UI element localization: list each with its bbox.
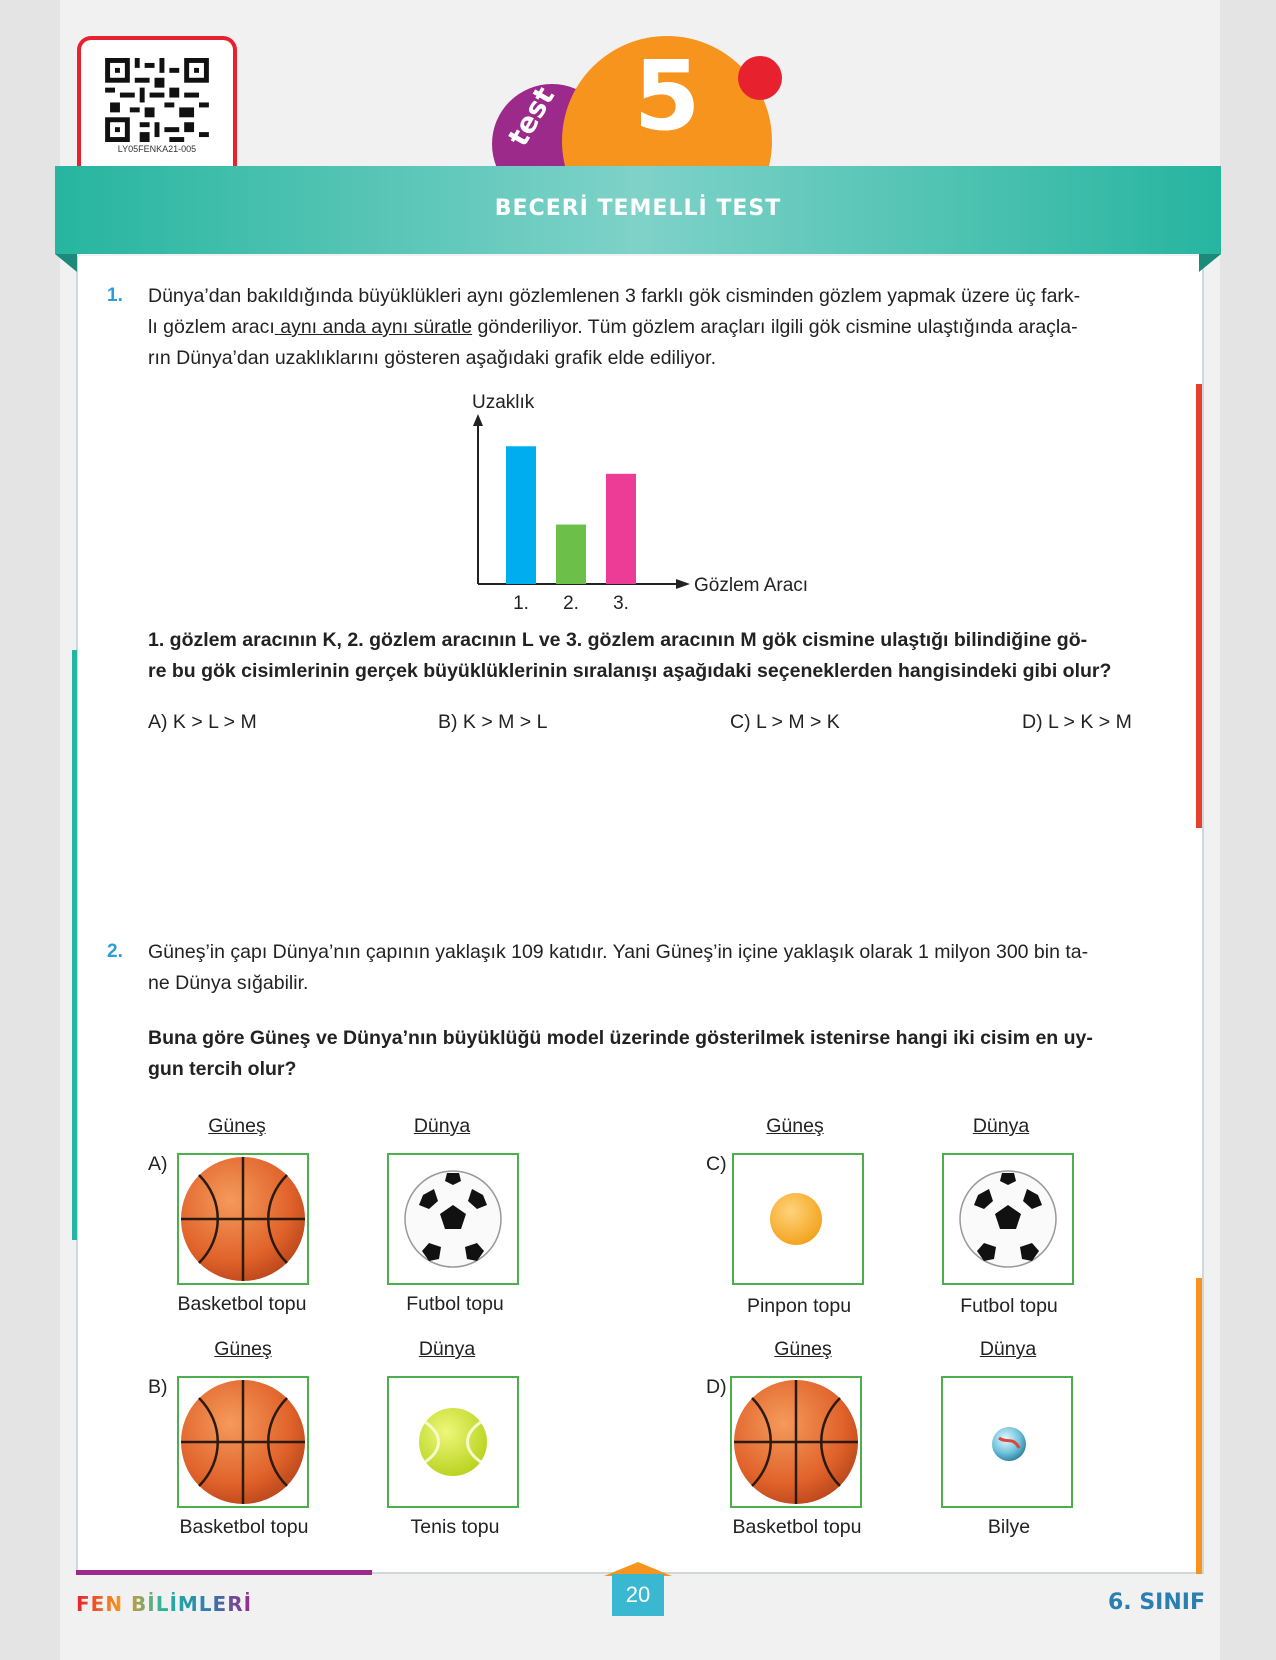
subject-name-text: FEN BİLİMLERİ: [76, 1592, 253, 1616]
bar-2: [556, 525, 586, 584]
option-a-sun-image-box: [177, 1153, 309, 1285]
banner-fold-left: [55, 254, 77, 272]
question-1-option-a[interactable]: A) K > L > M: [148, 711, 257, 733]
question-2-option-b-letter[interactable]: B): [148, 1376, 168, 1398]
option-d-earth-header: Dünya: [979, 1338, 1037, 1360]
side-accent-red: [1196, 384, 1202, 828]
qr-caption: LY05FENKA21-005: [117, 144, 197, 154]
option-c-earth-item: Futbol topu: [960, 1295, 1058, 1317]
question-1-line-2b: gönderiliyor. Tüm gözlem araçları ilgili gök cismine ulaştığında araçla-: [472, 316, 1078, 338]
option-c-earth-image-box: [942, 1153, 1074, 1285]
question-2-line-1: Güneş’in çapı Dünya’nın çapının yaklaşık 109 katıdır. Yani Güneş’in içine yaklaşık olarak 1 milyon 300 bin ta-: [148, 941, 1089, 963]
x-axis-arrow-icon: [676, 579, 690, 589]
x-tick-label-2: 2.: [563, 593, 579, 614]
question-1-line-2a: lı gözlem aracı: [148, 316, 275, 338]
option-d-sun-header: Güneş: [774, 1338, 832, 1360]
page-title: BECERİ TEMELLİ TEST: [494, 196, 782, 221]
question-2-option-d-letter[interactable]: D): [706, 1376, 727, 1398]
option-a-earth-header: Dünya: [413, 1115, 471, 1137]
question-1-prompt-line-1: 1. gözlem aracının K, 2. gözlem aracının L ve 3. gözlem aracının M gök cismine ulaştığı bilindiğine gö-: [148, 629, 1088, 651]
banner-fold-right: [1199, 254, 1221, 272]
question-1-option-b[interactable]: B) K > M > L: [438, 711, 548, 733]
marble-icon: [943, 1378, 1071, 1506]
bar-3: [606, 474, 636, 584]
question-2-option-a-letter[interactable]: A): [148, 1153, 168, 1175]
option-c-sun-image-box: [732, 1153, 864, 1285]
question-2-line-2: ne Dünya sığabilir.: [148, 972, 309, 994]
qr-code-frame: [77, 36, 237, 168]
question-2-option-c-letter[interactable]: C): [706, 1153, 727, 1175]
distance-bar-chart: [440, 390, 840, 618]
question-1-text: [148, 281, 1148, 374]
basketball-icon: [732, 1378, 860, 1506]
grade-label-text: 6. SINIF: [1108, 1590, 1205, 1615]
question-1-underlined: aynı anda aynı süratle: [274, 316, 473, 338]
football-icon: [389, 1155, 517, 1283]
tennis-ball-icon: [389, 1378, 517, 1506]
football-icon: [944, 1155, 1072, 1283]
bar-1: [506, 446, 536, 584]
option-a-earth-image-box: [387, 1153, 519, 1285]
option-c-earth-header: Dünya: [972, 1115, 1030, 1137]
question-1-line-1: Dünya’dan bakıldığında büyüklükleri aynı gözlemlenen 3 farklı gök cisminden gözlem yapmak üzere üç fark-: [148, 285, 1081, 307]
question-1-line-3: rın Dünya’dan uzaklıklarını gösteren aşağıdaki grafik elde ediliyor.: [148, 347, 716, 369]
option-c-sun-header: Güneş: [766, 1115, 824, 1137]
option-c-sun-item: Pinpon topu: [746, 1295, 852, 1317]
y-axis-arrow-icon: [473, 414, 483, 426]
option-d-earth-image-box: [941, 1376, 1073, 1508]
background-strip-left: [0, 0, 60, 1660]
option-d-sun-item: Basketbol topu: [732, 1516, 862, 1538]
question-1-prompt: [148, 625, 1148, 687]
x-axis-label: Gözlem Aracı: [694, 575, 809, 596]
option-b-earth-image-box: [387, 1376, 519, 1508]
page-number: 20: [612, 1574, 664, 1616]
background-strip-right: [1220, 0, 1276, 1660]
question-1-line-2: [148, 312, 1148, 343]
test-number: 5: [633, 40, 701, 152]
question-1-number: 1.: [107, 285, 123, 306]
ping-pong-ball-icon: [734, 1155, 862, 1283]
side-accent-green: [72, 650, 77, 1240]
question-2-prompt: [148, 1023, 1148, 1085]
basketball-icon: [179, 1378, 307, 1506]
option-b-sun-image-box: [177, 1376, 309, 1508]
option-b-sun-item: Basketbol topu: [179, 1516, 309, 1538]
question-1-option-d[interactable]: D) L > K > M: [1022, 711, 1132, 733]
question-2-number: 2.: [107, 941, 123, 962]
subject-name: [76, 1592, 252, 1616]
option-d-earth-item: Bilye: [987, 1516, 1031, 1538]
option-a-earth-item: Futbol topu: [406, 1293, 504, 1315]
grade-label: [1108, 1590, 1205, 1615]
bottom-accent-purple: [76, 1570, 372, 1575]
side-accent-orange: [1196, 1278, 1202, 1574]
option-d-sun-image-box: [730, 1376, 862, 1508]
option-a-sun-header: Güneş: [208, 1115, 266, 1137]
x-tick-label-3: 3.: [613, 593, 629, 614]
option-a-sun-item: Basketbol topu: [177, 1293, 307, 1315]
option-b-earth-item: Tenis topu: [410, 1516, 500, 1538]
y-axis-label: Uzaklık: [472, 392, 535, 413]
title-banner: [55, 166, 1221, 254]
test-label: test: [501, 81, 562, 152]
question-2-prompt-line-1: Buna göre Güneş ve Dünya’nın büyüklüğü model üzerinde gösterilmek istenirse hangi iki cisim en uy-: [148, 1027, 1093, 1049]
x-tick-label-1: 1.: [513, 593, 529, 614]
question-2-text: [148, 937, 1148, 999]
basketball-icon: [179, 1155, 307, 1283]
qr-code-icon: [105, 58, 209, 142]
question-1-option-c[interactable]: C) L > M > K: [730, 711, 840, 733]
question-2-prompt-line-2: gun tercih olur?: [148, 1058, 297, 1080]
question-1-prompt-line-2: re bu gök cisimlerinin gerçek büyüklüklerinin sıralanışı aşağıdaki seçeneklerden hangisindeki gibi olur?: [148, 660, 1112, 682]
option-b-sun-header: Güneş: [214, 1338, 272, 1360]
red-dot-icon: [738, 56, 782, 100]
option-b-earth-header: Dünya: [418, 1338, 476, 1360]
